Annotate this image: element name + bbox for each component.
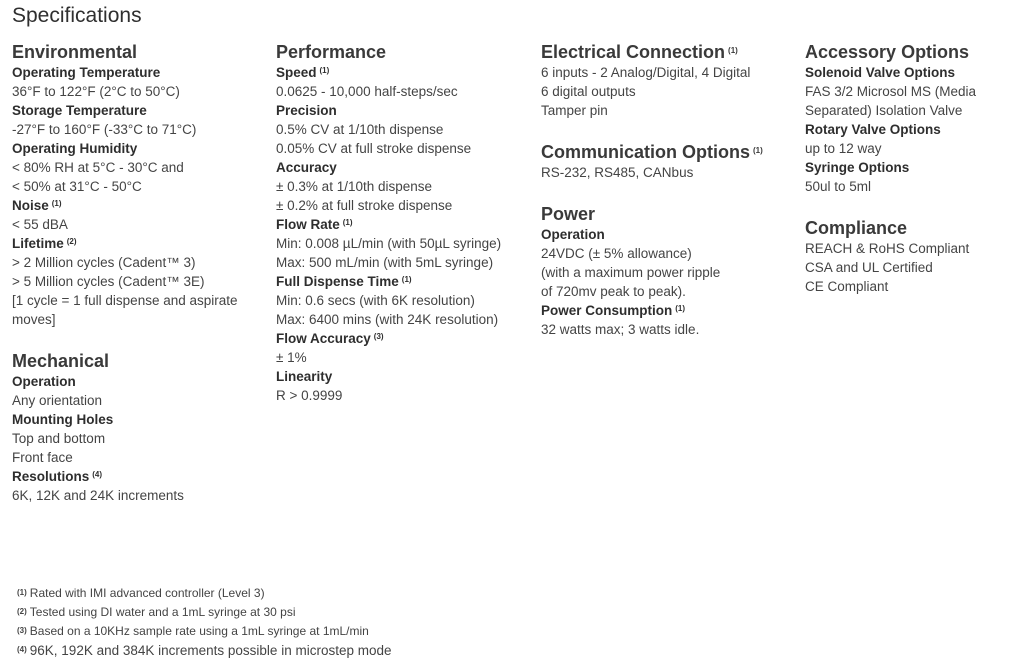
footnote-mark: (2) [17, 607, 27, 616]
spec-label: Noise $^{(1)}$ [12, 198, 62, 213]
section-heading-compliance: Compliance [805, 218, 908, 238]
spec-label: Operation [12, 374, 76, 389]
footnote-mark: (4) [17, 645, 27, 654]
spec-value: ± 0.3% at 1/10th dispense [276, 179, 433, 194]
spec-value: Front face [12, 450, 73, 465]
spec-value: of 720mv peak to peak). [541, 284, 686, 299]
spec-value: < 80% RH at 5°C - 30°C and [12, 160, 184, 175]
footnote-ref: (1) [342, 218, 353, 227]
section-heading-environmental: Environmental [12, 42, 138, 62]
column-performance [276, 42, 528, 405]
footnote-ref: (1) [319, 66, 330, 75]
spec-value: Max: 500 mL/min (with 5mL syringe) [276, 255, 494, 270]
spec-value: Min: 0.008 µL/min (with 50µL syringe) [276, 236, 502, 251]
spec-value: Top and bottom [12, 431, 106, 446]
spec-value: FAS 3/2 Microsol MS (Media [805, 84, 977, 99]
spec-label: Flow Accuracy $^{(3)}$ [276, 331, 384, 346]
footnote: $^{(4)}$ 96K, 192K and 384K increments possible in microstep mode [17, 643, 392, 658]
spec-label: Rotary Valve Options [805, 122, 941, 137]
footnote-ref: (1) [401, 275, 412, 284]
footnote: $^{(2)}$ Tested using DI water and a 1mL syringe at 30 psi [17, 605, 296, 619]
section-heading-electrical: Electrical Connection $^{(1)}$ [541, 42, 738, 62]
footnote-ref: (1) [675, 304, 686, 313]
footnote-ref: (4) [92, 470, 103, 479]
spec-value: CSA and UL Certified [805, 260, 933, 275]
spec-value: [1 cycle = 1 full dispense and aspirate [12, 293, 238, 308]
spec-value: 36°F to 122°F (2°C to 50°C) [12, 84, 180, 99]
spec-value: Any orientation [12, 393, 103, 408]
spec-label: Operation [541, 227, 605, 242]
spec-label: Full Dispense Time $^{(1)}$ [276, 274, 412, 289]
spec-value: Tamper pin [541, 103, 608, 118]
spec-label: Syringe Options [805, 160, 910, 175]
footnote: $^{(3)}$ Based on a 10KHz sample rate using a 1mL syringe at 1mL/min [17, 624, 369, 638]
spec-value: < 50% at 31°C - 50°C [12, 179, 142, 194]
spec-value: Min: 0.6 secs (with 6K resolution) [276, 293, 475, 308]
spec-value: 0.0625 - 10,000 half-steps/sec [276, 84, 458, 99]
spec-value: 50ul to 5ml [805, 179, 872, 194]
spec-label: Precision [276, 103, 337, 118]
spec-value: Separated) Isolation Valve [805, 103, 963, 118]
footnote-mark: (1) [17, 588, 27, 597]
spec-value: RS-232, RS485, CANbus [541, 165, 694, 180]
spec-label: Accuracy [276, 160, 337, 175]
spec-label: Flow Rate $^{(1)}$ [276, 217, 353, 232]
spec-label: Linearity [276, 369, 333, 384]
section-heading-mechanical: Mechanical [12, 351, 110, 371]
spec-value: > 2 Million cycles (Cadent™ 3) [12, 255, 196, 270]
spec-value: > 5 Million cycles (Cadent™ 3E) [12, 274, 205, 289]
footnote-ref: (1) [728, 46, 738, 55]
spec-value: CE Compliant [805, 279, 889, 294]
spec-value: 32 watts max; 3 watts idle. [541, 322, 700, 337]
spec-label: Resolutions $^{(4)}$ [12, 469, 103, 484]
spec-value: R > 0.9999 [276, 388, 343, 403]
spec-value: -27°F to 160°F (-33°C to 71°C) [12, 122, 197, 137]
spec-label: Speed $^{(1)}$ [276, 65, 330, 80]
spec-value: Max: 6400 mins (with 24K resolution) [276, 312, 499, 327]
spec-value: < 55 dBA [12, 217, 68, 232]
section-heading-performance: Performance [276, 42, 387, 62]
spec-label: Storage Temperature [12, 103, 147, 118]
spec-value: moves] [12, 312, 56, 327]
spec-value: up to 12 way [805, 141, 882, 156]
spec-label: Power Consumption $^{(1)}$ [541, 303, 686, 318]
section-heading-accessory: Accessory Options [805, 42, 970, 62]
footnote-ref: (2) [66, 237, 77, 246]
spec-value: 6 inputs - 2 Analog/Digital, 4 Digital [541, 65, 751, 80]
column-electrical-power [541, 42, 793, 339]
spec-value: ± 0.2% at full stroke dispense [276, 198, 453, 213]
footnote: $^{(1)}$ Rated with IMI advanced controller (Level 3) [17, 586, 265, 600]
spec-label: Solenoid Valve Options [805, 65, 956, 80]
footnote-ref: (3) [373, 332, 384, 341]
spec-value: 0.05% CV at full stroke dispense [276, 141, 472, 156]
footnote-ref: (1) [51, 199, 62, 208]
spec-value: 6K, 12K and 24K increments [12, 488, 184, 503]
spec-value: 0.5% CV at 1/10th dispense [276, 122, 444, 137]
page-title: Specifications [12, 4, 142, 27]
spec-value: REACH & RoHS Compliant [805, 241, 970, 256]
spec-label: Operating Temperature [12, 65, 161, 80]
section-heading-power: Power [541, 204, 596, 224]
spec-label: Lifetime $^{(2)}$ [12, 236, 77, 251]
column-accessory-compliance [805, 42, 1010, 296]
footnote-mark: (3) [17, 626, 27, 635]
spec-label: Mounting Holes [12, 412, 114, 427]
footnote-ref: (1) [753, 146, 763, 155]
section-heading-communication: Communication Options $^{(1)}$ [541, 142, 763, 162]
spec-value: 24VDC (± 5% allowance) [541, 246, 692, 261]
spec-value: (with a maximum power ripple [541, 265, 721, 280]
spec-value: 6 digital outputs [541, 84, 636, 99]
spec-label: Operating Humidity [12, 141, 138, 156]
spec-value: ± 1% [276, 350, 307, 365]
footnotes [17, 584, 392, 660]
column-environmental-mechanical [12, 42, 264, 505]
